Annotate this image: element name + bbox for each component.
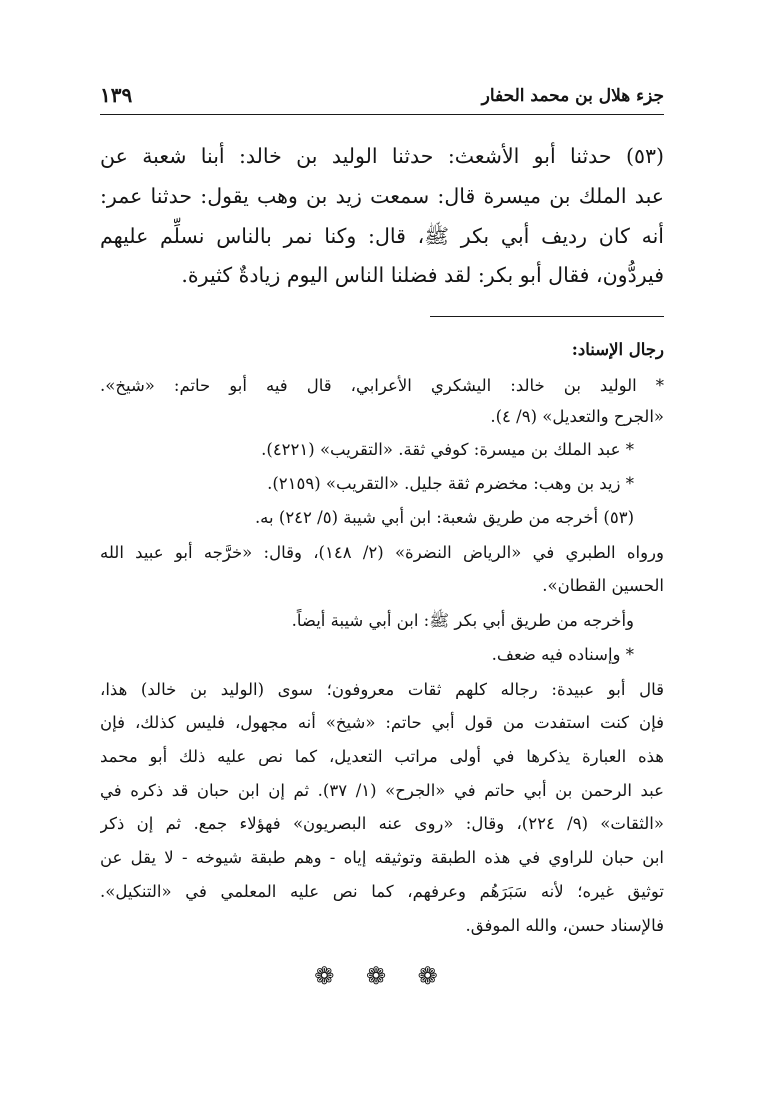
note-line: ورواه الطبري في «الرياض النضرة» (٢/ ١٤٨)، وقال: «خرَّجه أبو عبيد الله xyxy=(100,543,664,562)
notes-heading: رجال الإسناد: xyxy=(571,340,664,359)
page-number: ١٣٩ xyxy=(100,83,133,107)
footnote-separator xyxy=(430,316,664,317)
note-line: الحسين القطان». xyxy=(542,576,664,595)
note-line: «الجرح والتعديل» (٩/ ٤). xyxy=(490,407,664,426)
hadith-line: أنه كان رديف أبي بكر ﷺ، قال: وكنا نمر بالناس نسلِّم عليهم xyxy=(100,224,664,248)
note-line: عبد الرحمن بن أبي حاتم في «الجرح» (١/ ٣٧). ثم إن ابن حبان قد ذكره في xyxy=(100,781,664,800)
note-line: * وإسناده فيه ضعف. xyxy=(491,645,634,664)
note-line: ابن حبان للراوي في هذه الطبقة وتوثيقه إياه - وهم طبقة شيوخه - لا يقل عن xyxy=(100,848,664,867)
note-line: فالإسناد حسن، والله الموفق. xyxy=(465,916,664,935)
note-line: * عبد الملك بن ميسرة: كوفي ثقة. «التقريب» (٤٢٢١). xyxy=(261,440,634,459)
hadith-line: فيردُّون، فقال أبو بكر: لقد فضلنا الناس اليوم زيادةٌ كثيرة. xyxy=(181,263,664,287)
note-line: وأخرجه من طريق أبي بكر ﷺ: ابن أبي شيبة أيضاً. xyxy=(291,611,634,630)
note-line: * زيد بن وهب: مخضرم ثقة جليل. «التقريب» (٢١٥٩). xyxy=(267,474,634,493)
note-line: (٥٣) أخرجه من طريق شعبة: ابن أبي شيبة (٥/ ٢٤٢) به. xyxy=(254,508,634,527)
hadith-line: (٥٣) حدثنا أبو الأشعث: حدثنا الوليد بن خالد: أبنا شعبة عن xyxy=(100,144,664,168)
running-title: جزء هلال بن محمد الحفار xyxy=(481,86,664,106)
section-ornament: ❁ ❁ ❁ xyxy=(314,962,450,990)
note-line: قال أبو عبيدة: رجاله كلهم ثقات معروفون؛ سوى (الوليد بن خالد) هذا، xyxy=(100,680,664,699)
hadith-line: عبد الملك بن ميسرة قال: سمعت زيد بن وهب يقول: حدثنا عمر: xyxy=(100,184,664,208)
note-line: هذه العبارة يذكرها في أولى مراتب التعديل، كما نص عليه ذلك أبو محمد xyxy=(100,747,664,766)
note-line: * الوليد بن خالد: اليشكري الأعرابي، قال فيه أبو حاتم: «شيخ». xyxy=(100,376,664,395)
note-line: «الثقات» (٩/ ٢٢٤)، وقال: «روى عنه البصريون» فهؤلاء جمع. ثم إن ذكر xyxy=(100,814,664,833)
running-header xyxy=(100,82,664,115)
note-line: فإن كنت استفدت من قول أبي حاتم: «شيخ» أنه مجهول، فليس كذلك، فإن xyxy=(100,713,664,732)
note-line: توثيق غيره؛ لأنه سَبَرَهُم وعرفهم، كما نص عليه المعلمي في «التنكيل». xyxy=(100,882,664,901)
